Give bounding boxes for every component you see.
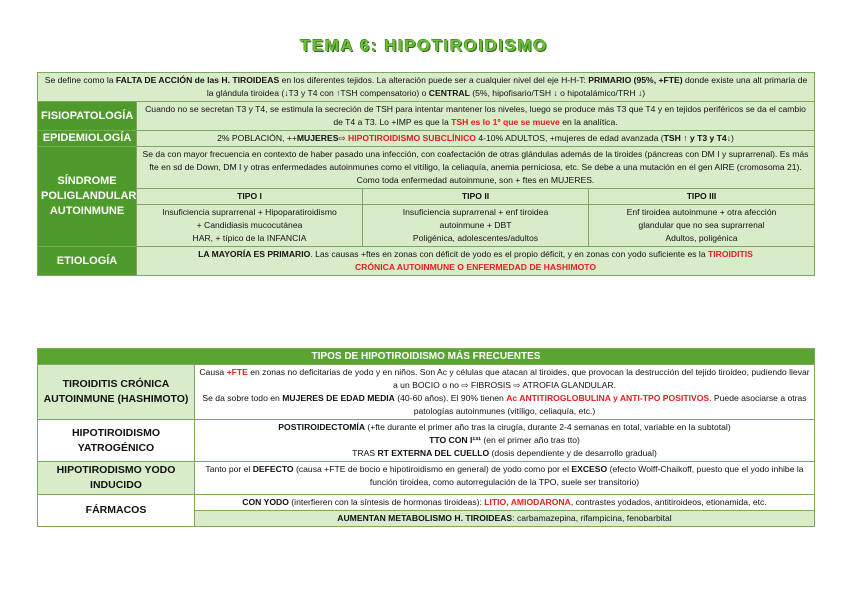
etiologia-highlight: TIROIDITIS — [708, 249, 753, 259]
yatrogenico-cell — [195, 420, 815, 462]
sindrome-label: SÍNDROME POLIGLANDULAR AUTOINMUNE — [38, 147, 137, 247]
hashimoto-text: en zonas no deficitarias de yodo y en niños. Son Ac y células que atacan al tiroides, que provocan la destrucción del tejido tiroideo, pudiendo llevar a un BOCIO o no ⇨ FIBROSIS ⇨ ATROFIA GLANDULAR. — [247, 367, 810, 390]
type-2-line: autoinmune + DBT — [439, 220, 512, 230]
definition-cell — [38, 73, 815, 102]
hashimoto-text: Causa — [199, 367, 227, 377]
summary-table — [37, 72, 815, 276]
etiologia-text: . Las causas +ftes en zonas con déficit de yodo es el propio déficit, y en zonas con yodo suficiente es la — [310, 249, 709, 259]
yodo-row — [38, 462, 815, 495]
fisiopatologia-text: en la analítica. — [559, 117, 618, 127]
hashimoto-text: Se da sobre todo en — [202, 393, 283, 403]
type-1-header: TIPO I — [137, 189, 363, 205]
sindrome-row — [38, 147, 815, 189]
definition-text: Se define como la — [44, 75, 116, 85]
yatrogenico-label: HIPOTIROIDISMO YATROGÉNICO — [38, 420, 195, 462]
yodo-bold: EXCESO — [571, 464, 608, 474]
type-1-body — [137, 205, 363, 247]
epidemiologia-row — [38, 131, 815, 147]
definition-text: (5%, hipofisario/TSH ↓ o hipotalámico/TRH ↓) — [469, 88, 646, 98]
farmacos-bold: AUMENTAN METABOLISMO H. TIROIDEAS — [337, 513, 513, 523]
farmacos-cell-2 — [195, 511, 815, 527]
hashimoto-text: (40-60 años). El 90% tienen — [394, 393, 507, 403]
hashimoto-highlight: +FTE — [226, 367, 248, 377]
fisiopatologia-text: Cuando no se secretan T3 y T4, se estimula la secreción de TSH para intentar mantener los niveles, luego se produce más T3 que T4 y en tejidos periféricos se da el cambio de T4 a T3. Lo +IMP es que la — [145, 104, 806, 127]
etiologia-highlight: CRÓNICA AUTOINMUNE O ENFERMEDAD DE HASHIMOTO — [354, 262, 597, 272]
arrow-icon: ⇨ — [338, 133, 349, 143]
yatrogenico-text: (+fte durante el primer año tras la cirugía, durante 2-4 semanas en total, variable en la subtotal) — [365, 422, 731, 432]
hashimoto-cell — [195, 365, 815, 420]
definition-text: donde existe una alt primaria de la glándula tiroidea (↓T3 y T4 con ↑TSH compensatorio) o — [206, 75, 808, 98]
sindrome-types-header-row — [38, 189, 815, 205]
yodo-bold: DEFECTO — [252, 464, 294, 474]
farmacos-highlight: LITIO, AMIODARONA — [484, 497, 571, 507]
definition-bold: CENTRAL — [428, 88, 470, 98]
etiologia-cell — [137, 247, 815, 276]
farmacos-label: FÁRMACOS — [38, 495, 195, 527]
yatrogenico-text: (dosis dependiente y de desarrollo gradual) — [489, 448, 657, 458]
type-3-body — [589, 205, 815, 247]
yodo-text: Tanto por el — [205, 464, 253, 474]
yodo-text: (efecto Wolff-Chaikoff, puesto que el yodo inhibe la función tiroidea, como autorregulación de la TPO, suele ser transitorio) — [369, 464, 804, 487]
tipos-table — [37, 348, 815, 527]
yatrogenico-bold: RT EXTERNA DEL CUELLO — [377, 448, 490, 458]
farmacos-row-1 — [38, 495, 815, 511]
definition-bold: PRIMARIO (95%, +FTE) — [588, 75, 683, 85]
hashimoto-bold: MUJERES DE EDAD MEDIA — [282, 393, 395, 403]
type-3-line: glandular que no sea suprarrenal — [638, 220, 765, 230]
etiologia-row — [38, 247, 815, 276]
epidemiologia-text: 4-10% ADULTOS, +mujeres de edad avanzada ( — [476, 133, 664, 143]
yodo-label: HIPOTIRODISMO YODO INDUCIDO — [38, 462, 195, 495]
epidemiologia-text: ) — [731, 133, 734, 143]
type-1-line: HAR, + típico de la INFANCIA — [192, 233, 307, 243]
definition-text: en los diferentes tejidos. La alteración puede ser a cualquier nivel del eje H-H-T: — [279, 75, 589, 85]
definition-bold: FALTA DE ACCIÓN de las H. TIROIDEAS — [115, 75, 280, 85]
type-2-line: Poligénica, adolescentes/adultos — [412, 233, 539, 243]
epidemiologia-cell — [137, 131, 815, 147]
yatrogenico-bold: POSTIROIDECTOMÍA — [278, 422, 366, 432]
epidemiologia-bold: MUJERES — [296, 133, 339, 143]
yatrogenico-row — [38, 420, 815, 462]
yodo-text: (causa +FTE de bocio e hipotiroidismo en general) de yodo como por el — [293, 464, 572, 474]
hashimoto-highlight: Ac ANTITIROGLOBULINA y ANTI-TPO POSITIVOS — [506, 393, 710, 403]
farmacos-bold: CON YODO — [242, 497, 289, 507]
fisiopatologia-row — [38, 102, 815, 131]
hashimoto-row — [38, 365, 815, 420]
fisiopatologia-highlight: TSH es lo 1º que se mueve — [451, 117, 560, 127]
yatrogenico-text: (en el primer año tras tto) — [481, 435, 580, 445]
epidemiologia-highlight: HIPOTIROIDISMO SUBCLÍNICO — [348, 133, 476, 143]
etiologia-label: ETIOLOGÍA — [38, 247, 137, 276]
farmacos-text: (interfieren con la síntesis de hormonas tiroideas): — [288, 497, 485, 507]
sindrome-types-body-row — [38, 205, 815, 247]
tipos-header-row — [38, 349, 815, 365]
farmacos-text: , contrastes yodados, antitiroideos, etionamida, etc. — [570, 497, 767, 507]
epidemiologia-bold: TSH ↑ y T3 y T4↓ — [663, 133, 731, 143]
type-1-line: Insuficiencia suprarrenal + Hipoparatiroidismo — [162, 207, 337, 217]
epidemiologia-text: 2% POBLACIÓN, ++ — [217, 133, 297, 143]
etiologia-bold: LA MAYORÍA ES PRIMARIO — [198, 249, 311, 259]
epidemiologia-label: EPIDEMIOLOGÍA — [38, 131, 137, 147]
yatrogenico-text: TRAS — [352, 448, 378, 458]
type-2-body — [363, 205, 589, 247]
type-3-line: Adultos, poligénica — [665, 233, 738, 243]
type-2-line: Insuficiencia suprarrenal + enf tiroidea — [402, 207, 549, 217]
fisiopatologia-cell — [137, 102, 815, 131]
hashimoto-label: TIROIDITIS CRÓNICA AUTOINMUNE (HASHIMOTO) — [38, 365, 195, 420]
tipos-header: TIPOS DE HIPOTIROIDISMO MÁS FRECUENTES — [38, 349, 815, 365]
type-3-header: TIPO III — [589, 189, 815, 205]
hashimoto-text: . Puede asociarse a otras patologías autoinmunes (vitíligo, celiaquía, etc.) — [413, 393, 807, 416]
yodo-cell — [195, 462, 815, 495]
yatrogenico-line — [198, 434, 811, 447]
yatrogenico-line — [198, 447, 811, 460]
definition-row — [38, 73, 815, 102]
yatrogenico-line — [198, 421, 811, 434]
farmacos-cell-1 — [195, 495, 815, 511]
type-2-header: TIPO II — [363, 189, 589, 205]
page-title: TEMA 6: HIPOTIROIDISMO — [300, 36, 548, 55]
sindrome-text: Se da con mayor frecuencia en contexto de haber pasado una infección, con coafectación de otras glándulas además de la tiroides (páncreas con DM I y suprarrenal). Es más fte en sd de Down, DM I y otras enfermedades autoinmunes como el vitíligo, la celiaquía, anemia perniciosa, etc. Se debe a una mutación en el gen AIRE (cromosoma 21). Como toda enfermedad autoinmune, son + ftes en MUJERES. — [137, 147, 815, 189]
fisiopatologia-label: FISIOPATOLOGÍA — [38, 102, 137, 131]
farmacos-text: : carbamazepina, rifampicina, fenobarbital — [512, 513, 672, 523]
type-3-line: Enf tiroidea autoinmune + otra afección — [626, 207, 777, 217]
yatrogenico-bold: TTO CON I¹³¹ — [429, 435, 481, 445]
type-1-line: + Candidiasis mucocutánea — [196, 220, 303, 230]
